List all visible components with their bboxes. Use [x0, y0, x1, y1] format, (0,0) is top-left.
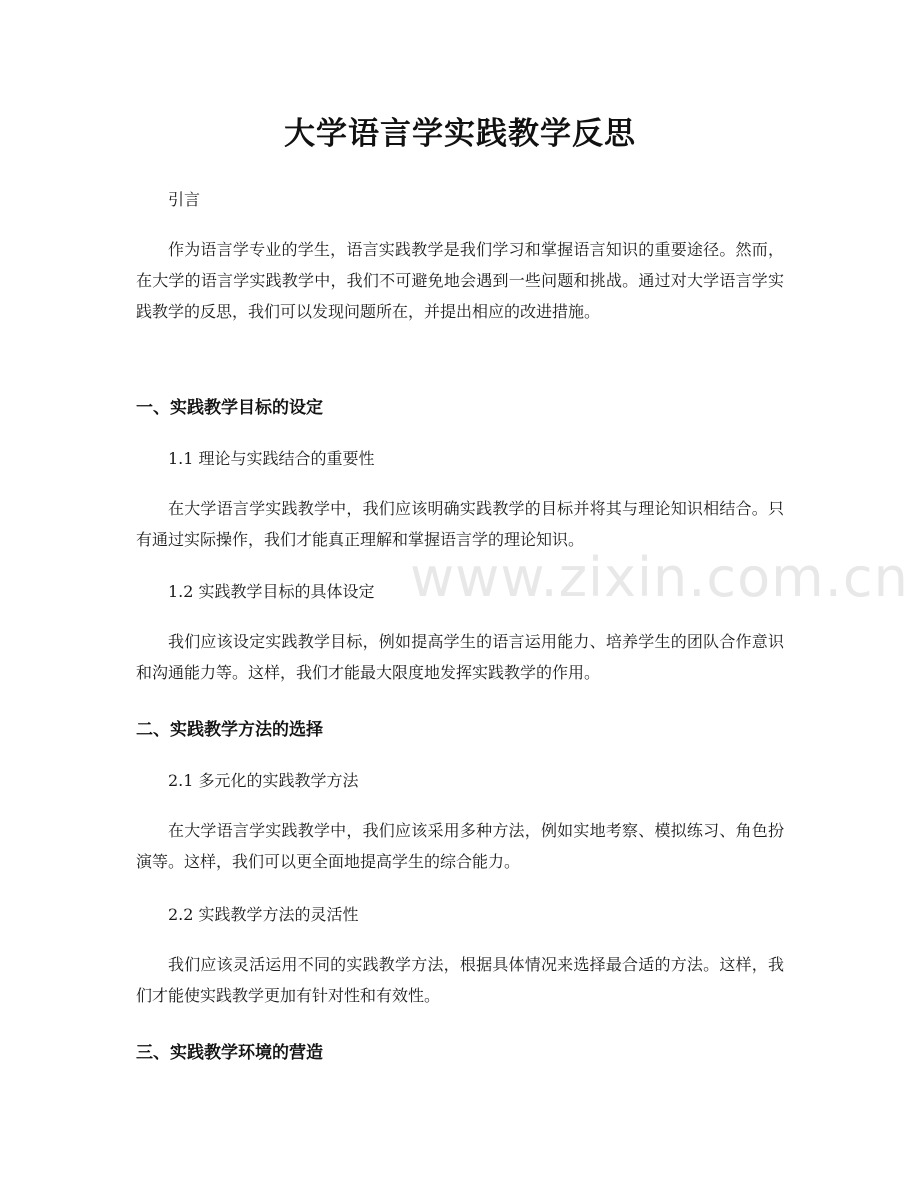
- section-1-heading: 一、实践教学目标的设定: [136, 398, 323, 418]
- subsection-2-2-heading: 2.2 实践教学方法的灵活性: [168, 905, 359, 924]
- watermark: www.zixin.com.cn: [410, 546, 909, 609]
- intro-paragraph: 作为语言学专业的学生，语言实践教学是我们学习和掌握语言知识的重要途径。然而，在大学的语言学实践教学中，我们不可避免地会遇到一些问题和挑战。通过对大学语言学实践教学的反思，我们可以发现问题所在，并提出相应的改进措施。: [136, 240, 784, 321]
- subsection-1-1-paragraph: 在大学语言学实践教学中，我们应该明确实践教学的目标并将其与理论知识相结合。只有通过实际操作，我们才能真正理解和掌握语言学的理论知识。: [136, 499, 784, 549]
- section-2-heading: 二、实践教学方法的选择: [136, 720, 323, 740]
- subsection-1-1-heading: 1.1 理论与实践结合的重要性: [168, 449, 375, 468]
- subsection-1-2-heading: 1.2 实践教学目标的具体设定: [168, 582, 375, 601]
- document-title: 大学语言学实践教学反思: [284, 116, 636, 152]
- subsection-2-2-paragraph: 我们应该灵活运用不同的实践教学方法，根据具体情况来选择最合适的方法。这样，我们才能使实践教学更加有针对性和有效性。: [136, 955, 784, 1005]
- subsection-1-2-paragraph: 我们应该设定实践教学目标，例如提高学生的语言运用能力、培养学生的团队合作意识和沟通能力等。这样，我们才能最大限度地发挥实践教学的作用。: [136, 632, 784, 682]
- section-3-heading: 三、实践教学环境的营造: [136, 1043, 323, 1063]
- intro-label: 引言: [168, 190, 201, 209]
- subsection-2-1-paragraph: 在大学语言学实践教学中，我们应该采用多种方法，例如实地考察、模拟练习、角色扮演等。这样，我们可以更全面地提高学生的综合能力。: [136, 821, 784, 871]
- subsection-2-1-heading: 2.1 多元化的实践教学方法: [168, 771, 359, 790]
